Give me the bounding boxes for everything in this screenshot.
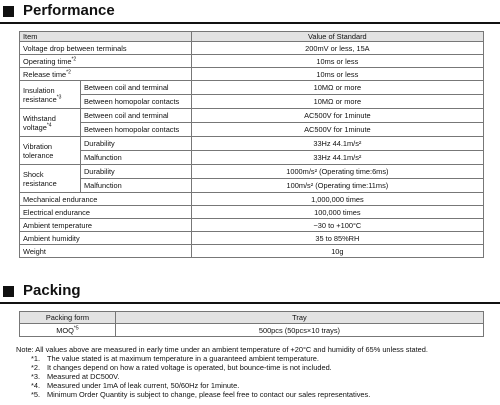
elec-endurance-value: 100,000 times	[191, 206, 483, 219]
packing-title: Packing	[23, 282, 81, 299]
operating-time-cell	[20, 55, 192, 68]
packing-section-header	[0, 283, 500, 303]
notes-block	[16, 345, 428, 399]
note-label: *5.	[30, 390, 40, 399]
shock-label	[20, 165, 81, 193]
value-header: Value of Standard	[191, 32, 483, 42]
ambient-humidity-label: Ambient humidity	[20, 232, 192, 245]
table-row	[20, 95, 484, 109]
table-row	[20, 81, 484, 95]
shock-malfunction-label: Malfunction	[80, 179, 191, 193]
withstand-label	[20, 109, 81, 137]
insulation-contacts-label: Between homopolar contacts	[80, 95, 191, 109]
table-header-row	[20, 312, 484, 324]
note-text: The value stated is at maximum temperature in a guaranteed ambient temperature.	[47, 354, 319, 363]
footnote-ref: *4	[46, 122, 52, 129]
note-item	[16, 381, 428, 390]
withstand-contacts-value: AC500V for 1minute	[191, 123, 483, 137]
table-row	[20, 245, 484, 258]
operating-time-value: 10ms or less	[191, 55, 483, 68]
mech-endurance-label: Mechanical endurance	[20, 193, 192, 206]
vibration-durability-label: Durability	[80, 137, 191, 151]
shock-label-line1: Shock	[23, 169, 44, 179]
note-label: *1.	[30, 354, 40, 363]
note-text: It changes depend on how a rated voltage is operated, but bounce-time is not included.	[47, 363, 332, 372]
table-row	[20, 219, 484, 232]
moq-label: MOQ	[56, 325, 74, 335]
shock-label-line2: resistance	[23, 178, 57, 188]
note-item	[16, 363, 428, 372]
performance-section-header	[0, 3, 500, 23]
ambient-temp-label: Ambient temperature	[20, 219, 192, 232]
section-divider	[0, 302, 500, 304]
item-header: Item	[20, 32, 192, 42]
weight-label: Weight	[20, 245, 192, 258]
footnote-ref: *5	[73, 325, 79, 332]
notes-intro: Note: All values above are measured in early time under an ambient temperature of +20°C and humidity of 65% unless stated.	[16, 345, 428, 354]
packing-value-header: Tray	[115, 312, 483, 324]
footnote-ref: *3	[56, 94, 62, 101]
mech-endurance-value: 1,000,000 times	[191, 193, 483, 206]
table-row	[20, 165, 484, 179]
moq-value: 500pcs (50pcs×10 trays)	[115, 324, 483, 337]
voltage-drop-value: 200mV or less, 15A	[191, 42, 483, 55]
table-row	[20, 179, 484, 193]
withstand-contacts-label: Between homopolar contacts	[80, 123, 191, 137]
table-row	[20, 193, 484, 206]
note-item	[16, 372, 428, 381]
performance-title: Performance	[23, 2, 115, 19]
note-text: Measured under 1mA of leak current, 50/60Hz for 1minute.	[47, 381, 240, 390]
withstand-coil-value: AC500V for 1minute	[191, 109, 483, 123]
section-divider	[0, 22, 500, 24]
table-row	[20, 151, 484, 165]
table-row	[20, 232, 484, 245]
note-label: *4.	[30, 381, 40, 390]
elec-endurance-label: Electrical endurance	[20, 206, 192, 219]
insulation-label-line2: resistance	[23, 94, 57, 104]
table-row	[20, 68, 484, 81]
section-bullet-icon	[3, 286, 14, 297]
table-row	[20, 109, 484, 123]
insulation-coil-label: Between coil and terminal	[80, 81, 191, 95]
table-row	[20, 42, 484, 55]
table-row	[20, 55, 484, 68]
release-time-cell	[20, 68, 192, 81]
note-item	[16, 354, 428, 363]
vibration-label	[20, 137, 81, 165]
table-row	[20, 137, 484, 151]
vibration-malfunction-value: 33Hz 44.1m/s²	[191, 151, 483, 165]
weight-value: 10g	[191, 245, 483, 258]
insulation-label	[20, 81, 81, 109]
note-label: *3.	[30, 372, 40, 381]
operating-time-label: Operating time	[23, 56, 72, 66]
table-row	[20, 206, 484, 219]
vibration-label-line2: tolerance	[23, 150, 54, 160]
note-text: Measured at DC500V.	[47, 372, 120, 381]
insulation-contacts-value: 10MΩ or more	[191, 95, 483, 109]
vibration-label-line1: Vibration	[23, 141, 53, 151]
withstand-label-line1: Withstand	[23, 113, 56, 123]
vibration-malfunction-label: Malfunction	[80, 151, 191, 165]
release-time-label: Release time	[23, 69, 67, 79]
withstand-coil-label: Between coil and terminal	[80, 109, 191, 123]
note-item	[16, 390, 428, 399]
performance-table	[19, 31, 484, 258]
table-row	[20, 324, 484, 337]
footnote-ref: *2	[66, 69, 71, 76]
ambient-humidity-value: 35 to 85%RH	[191, 232, 483, 245]
shock-durability-label: Durability	[80, 165, 191, 179]
shock-malfunction-value: 100m/s² (Operating time:11ms)	[191, 179, 483, 193]
footnote-ref: *2	[71, 56, 77, 63]
section-bullet-icon	[3, 6, 14, 17]
withstand-label-line2: voltage	[23, 122, 47, 132]
insulation-label-line1: Insulation	[23, 85, 55, 95]
table-header-row	[20, 32, 484, 42]
shock-durability-value: 1000m/s² (Operating time:6ms)	[191, 165, 483, 179]
voltage-drop-label: Voltage drop between terminals	[20, 42, 192, 55]
release-time-value: 10ms or less	[191, 68, 483, 81]
moq-cell	[20, 324, 116, 337]
packing-form-header: Packing form	[20, 312, 116, 324]
insulation-coil-value: 10MΩ or more	[191, 81, 483, 95]
note-label: *2.	[30, 363, 40, 372]
packing-table	[19, 311, 484, 337]
table-row	[20, 123, 484, 137]
note-text: Minimum Order Quantity is subject to change, please feel free to contact our sales representatives.	[47, 390, 371, 399]
vibration-durability-value: 33Hz 44.1m/s²	[191, 137, 483, 151]
ambient-temp-value: −30 to +100°C	[191, 219, 483, 232]
